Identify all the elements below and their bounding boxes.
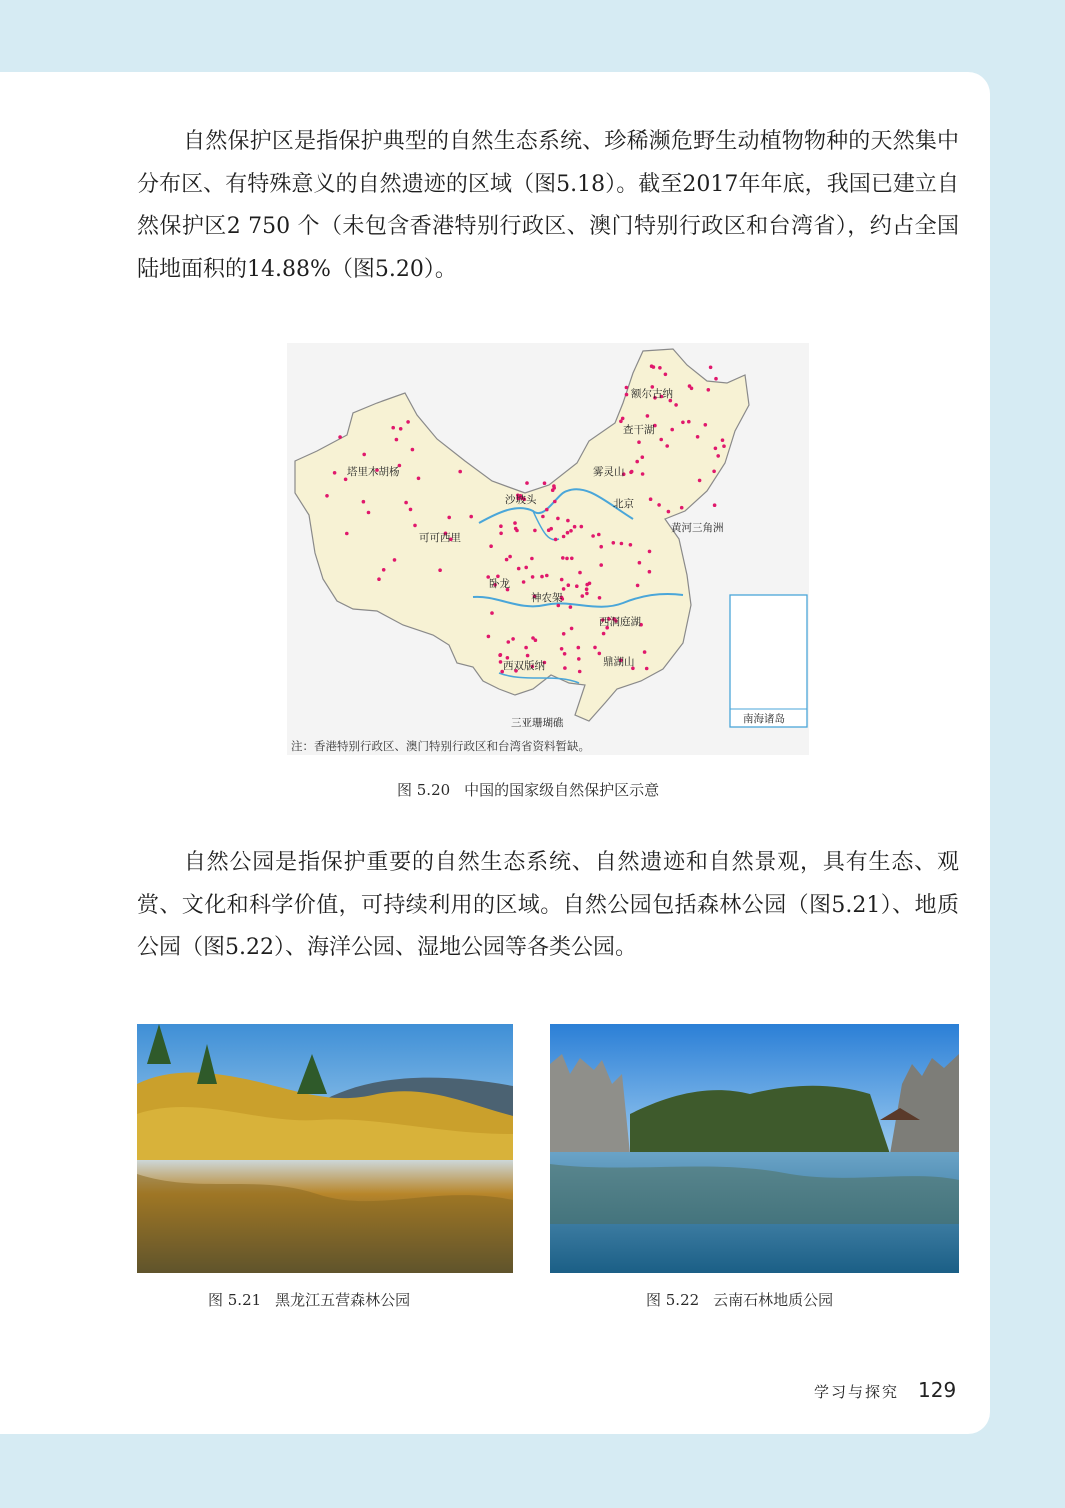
reserve-dot: [522, 580, 526, 584]
reserve-dot: [566, 531, 570, 535]
reserve-dot: [513, 521, 517, 525]
reserve-dot: [399, 427, 403, 431]
reserve-dot: [707, 388, 711, 392]
reserve-dot: [498, 653, 502, 657]
reserve-dot: [674, 403, 678, 407]
reserve-dot: [648, 570, 652, 574]
reserve-dot: [514, 527, 518, 531]
forest-park-photo: [137, 1024, 513, 1273]
label-erguna: 额尔古纳: [631, 388, 673, 400]
reserve-dot: [665, 444, 669, 448]
reserve-dot: [567, 583, 571, 587]
reserve-dot: [620, 542, 624, 546]
figure-caption-522: 图 5.22 云南石林地质公园: [646, 1291, 834, 1309]
reserve-dot: [598, 596, 602, 600]
reserve-dot: [362, 500, 366, 504]
reserve-dot: [531, 636, 535, 640]
stone-forest-photo: [550, 1024, 959, 1273]
reserve-dot: [530, 557, 534, 561]
reserve-dot: [598, 652, 602, 656]
reserve-dot: [344, 478, 348, 482]
reserve-dot: [545, 508, 549, 512]
label-hoh-xil: 可可西里: [419, 532, 461, 544]
reserve-dot: [619, 420, 623, 424]
reserve-dot: [588, 582, 592, 586]
label-beijing: 北京: [613, 498, 634, 510]
reserve-dot: [566, 519, 570, 523]
reserve-dot: [577, 646, 581, 650]
reserve-dot: [541, 515, 545, 519]
label-sanya: 三亚珊瑚礁: [511, 717, 564, 729]
reserve-dot: [554, 538, 558, 542]
paragraph-nature-park: 自然公园是指保护重要的自然生态系统、自然遗迹和自然景观，具有生态、观赏、文化和科学价值，可持续利用的区域。自然公园包括森林公园（图5.21）、地质公园（图5.22）、海洋公园、湿地公园等各类公园。: [137, 850, 959, 960]
reserve-dot: [447, 516, 451, 520]
reserve-dot: [597, 533, 601, 537]
reserve-dot: [570, 557, 574, 561]
reserve-dot: [413, 524, 417, 528]
reserve-dot: [524, 566, 528, 570]
reserve-dot: [562, 587, 566, 591]
reserve-dot: [338, 435, 342, 439]
reserve-dot: [681, 421, 685, 425]
reserve-dot: [563, 652, 567, 656]
reserve-dot: [680, 506, 684, 510]
reserve-dot: [569, 605, 573, 609]
reserve-dot: [367, 511, 371, 515]
reserve-dot: [585, 587, 589, 591]
reserve-dot: [643, 650, 647, 654]
reserve-dot: [709, 366, 713, 370]
reserve-dot: [533, 529, 537, 533]
reserve-dot: [526, 654, 530, 658]
reserve-dot: [612, 541, 616, 545]
reserve-dot: [641, 472, 645, 476]
reserve-dot: [716, 454, 720, 458]
reserve-dot: [648, 550, 652, 554]
reserve-dot: [406, 420, 410, 424]
reserve-dot: [507, 640, 511, 644]
reserve-dot: [404, 501, 408, 505]
reserve-dot: [577, 657, 581, 661]
reserve-dot: [531, 575, 535, 579]
reserve-dot: [543, 481, 547, 485]
reserve-dot: [499, 532, 503, 536]
reserve-dot: [562, 535, 566, 539]
reserve-dot: [696, 435, 700, 439]
reserve-dot: [667, 510, 671, 514]
reserve-dot: [508, 555, 512, 559]
label-yellow-delta: 黄河三角洲: [671, 522, 724, 534]
reserve-dot: [524, 646, 528, 650]
reserve-dot: [517, 567, 521, 571]
reserve-dot: [395, 438, 399, 442]
reserve-dot: [545, 574, 549, 578]
reserve-dot: [714, 377, 718, 381]
reserve-dot: [393, 558, 397, 562]
reserve-dot: [411, 448, 415, 452]
reserve-dot: [712, 470, 716, 474]
reserve-dot: [581, 594, 585, 598]
reserve-dot: [637, 440, 641, 444]
reserve-dot: [325, 494, 329, 498]
reserve-dot: [659, 438, 663, 442]
reserve-dot: [377, 577, 381, 581]
reserve-dot: [599, 545, 603, 549]
reserve-dot: [391, 426, 395, 430]
reserve-dot: [561, 556, 565, 560]
reserve-dot: [657, 503, 661, 507]
reserve-dot: [664, 373, 668, 377]
reserve-dot: [593, 646, 597, 650]
reserve-dot: [511, 637, 515, 641]
reserve-dot: [698, 479, 702, 483]
reserve-dot: [409, 508, 413, 512]
reserve-dot: [578, 571, 582, 575]
reserve-dot: [525, 481, 529, 485]
map-note: 注：香港特别行政区、澳门特别行政区和台湾省资料暂缺。: [291, 739, 590, 753]
label-dinghu: 鼎湖山: [603, 656, 635, 668]
reserve-dot: [573, 525, 577, 529]
reserve-dot: [487, 635, 491, 639]
label-wolong: 卧龙: [489, 578, 510, 590]
reserve-dot: [552, 484, 556, 488]
page-number: 129: [918, 1378, 957, 1402]
reserve-dot: [722, 444, 726, 448]
reserve-dot: [638, 561, 642, 565]
reserve-dot: [578, 670, 582, 674]
reserve-dot: [570, 627, 574, 631]
label-chagan: 查干湖: [623, 424, 655, 436]
reserve-dot: [490, 611, 494, 615]
reserve-dot: [489, 544, 493, 548]
reserve-dot: [649, 497, 653, 501]
reserve-dot: [714, 447, 718, 451]
reserve-dot: [625, 393, 629, 397]
reserve-dot: [721, 438, 725, 442]
reserve-dot: [641, 455, 645, 459]
figure-caption-521: 图 5.21 黑龙江五营森林公园: [208, 1291, 411, 1309]
reserve-dot: [585, 592, 589, 596]
reserve-dot: [658, 366, 662, 370]
reserve-dot: [540, 575, 544, 579]
reserve-dot: [563, 666, 567, 670]
figure-caption-520: 图 5.20 中国的国家级自然保护区示意: [397, 781, 660, 799]
label-west-dongting: 西洞庭湖: [599, 616, 641, 628]
reserve-dot: [704, 423, 708, 427]
reserve-dot: [551, 488, 555, 492]
reserve-dot: [333, 471, 337, 475]
reserve-dot: [382, 568, 386, 572]
south-sea-inset: [730, 595, 807, 727]
reserve-dot: [636, 584, 640, 588]
label-tarim: 塔里木胡杨: [347, 466, 400, 478]
reserve-dot: [469, 515, 473, 519]
reserve-dot: [562, 632, 566, 636]
reserve-dot: [499, 524, 503, 528]
label-xishuangbanna: 西双版纳: [503, 660, 545, 672]
reserve-dot: [645, 667, 649, 671]
reserve-dot: [652, 365, 656, 369]
reserve-dot: [557, 604, 561, 608]
reserve-dot: [580, 525, 584, 529]
label-shapotou: 沙坡头: [505, 494, 537, 506]
reserve-dot: [687, 420, 691, 424]
reserve-dot: [629, 543, 633, 547]
reserve-dot: [362, 453, 366, 457]
reserve-dot: [670, 428, 674, 432]
label-wuling: 雾灵山: [593, 466, 625, 478]
reserve-dot: [602, 632, 606, 636]
reserve-dot: [553, 500, 557, 504]
reserve-dot: [345, 532, 349, 536]
reserve-dot: [599, 563, 603, 567]
reserve-dot: [560, 647, 564, 651]
reserve-dot: [438, 568, 442, 572]
reserve-dot: [713, 503, 717, 507]
paragraph-nature-reserve: 自然保护区是指保护典型的自然生态系统、珍稀濒危野生动植物物种的天然集中分布区、有特殊意义的自然遗迹的区域（图5.18）。截至2017年年底，我国已建立自然保护区2 750 个（未包含香港特别行政区、澳门特别行政区和台湾省），约占全国陆地面积的14.88%（图5.20）。: [137, 129, 959, 282]
reserve-dot: [625, 386, 629, 390]
reserve-dot: [575, 584, 579, 588]
footer-section-label: 学习与探究: [814, 1383, 900, 1401]
reserve-dot: [499, 660, 503, 664]
reserve-dot: [630, 470, 634, 474]
reserve-dot: [547, 528, 551, 532]
reserve-dot: [417, 477, 421, 481]
reserve-dot: [565, 557, 569, 561]
reserve-dot: [646, 414, 650, 418]
reserve-dot: [569, 529, 573, 533]
reserve-dot: [690, 387, 694, 391]
reserve-dot: [560, 578, 564, 582]
reserve-dot: [635, 460, 639, 464]
reserve-dot: [556, 517, 560, 521]
china-reserve-map: [287, 343, 809, 755]
label-south-sea: 南海诸岛: [743, 713, 785, 725]
reserve-dot: [458, 470, 462, 474]
label-shennongjia: 神农架: [531, 592, 563, 604]
reserve-dot: [591, 534, 595, 538]
reserve-dot: [505, 558, 509, 562]
